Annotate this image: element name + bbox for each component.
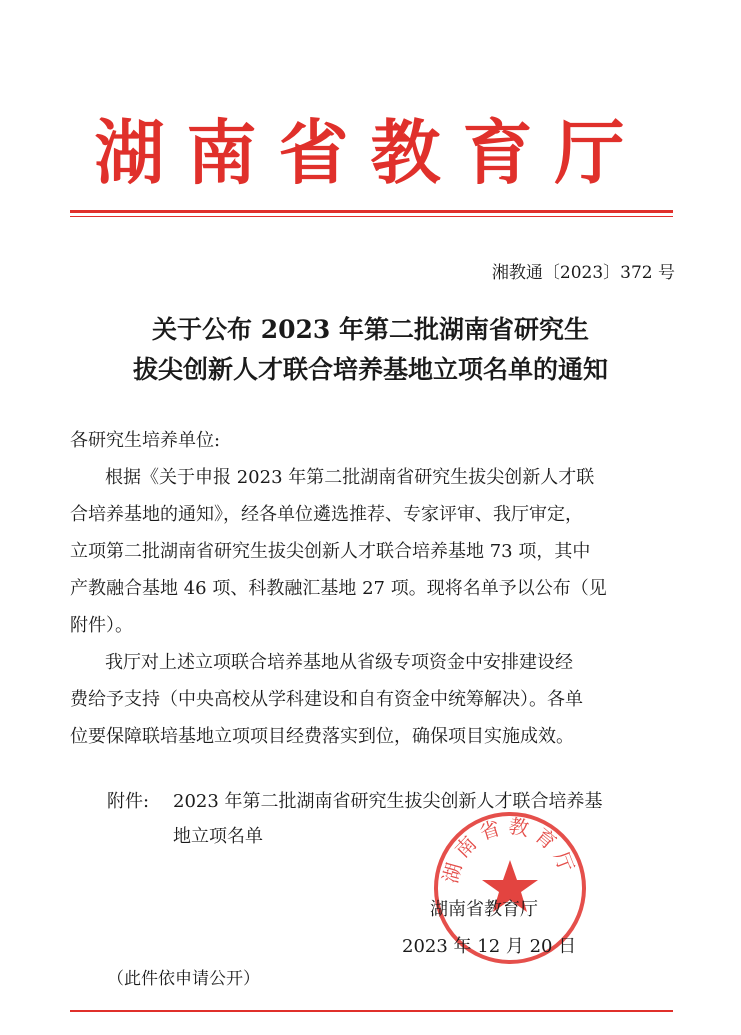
disclosure-note: （此件依申请公开） bbox=[107, 969, 260, 989]
document-number: 湘教通〔2023〕372 号 bbox=[491, 263, 675, 283]
issuer-header: 湖南省教育厅 bbox=[94, 111, 647, 194]
para1-line-4: 产教融合基地 46 项、科教融汇基地 27 项。现将名单予以公布（见 bbox=[70, 578, 607, 599]
para2-line-2: 费给予支持（中央高校从学科建设和自有资金中统筹解决）。各单 bbox=[70, 689, 583, 710]
para1-line-5: 附件）。 bbox=[70, 615, 133, 636]
attachment-line-2: 地立项名单 bbox=[173, 826, 263, 847]
header-red-rule-thin bbox=[70, 216, 673, 217]
signature-date: 2023 年 12 月 20 日 bbox=[402, 936, 577, 957]
para1-line-3: 立项第二批湖南省研究生拔尖创新人才联合培养基地 73 项，其中 bbox=[70, 541, 591, 562]
para2-line-1: 我厅对上述立项联合培养基地从省级专项资金中安排建设经 bbox=[105, 652, 573, 673]
para1-line-1: 根据《关于申报 2023 年第二批湖南省研究生拔尖创新人才联 bbox=[105, 467, 595, 488]
signature-org: 湖南省教育厅 bbox=[430, 899, 538, 920]
title-line-2: 拔尖创新人才联合培养基地立项名单的通知 bbox=[132, 355, 608, 384]
salutation: 各研究生培养单位: bbox=[70, 430, 221, 451]
seal-text: 湖南省教育厅 bbox=[438, 813, 581, 886]
attachment-label: 附件: bbox=[107, 791, 150, 812]
attachment-line-1: 2023 年第二批湖南省研究生拔尖创新人才联合培养基 bbox=[173, 791, 603, 812]
para2-line-3: 位要保障联培基地立项项目经费落实到位，确保项目实施成效。 bbox=[70, 726, 574, 747]
para1-line-2: 合培养基地的通知》，经各单位遴选推荐、专家评审、我厅审定， bbox=[70, 504, 583, 525]
footer-red-rule bbox=[70, 1010, 673, 1012]
title-line-1: 关于公布 2023 年第二批湖南省研究生 bbox=[152, 315, 589, 344]
header-red-rule-thick bbox=[70, 210, 673, 213]
